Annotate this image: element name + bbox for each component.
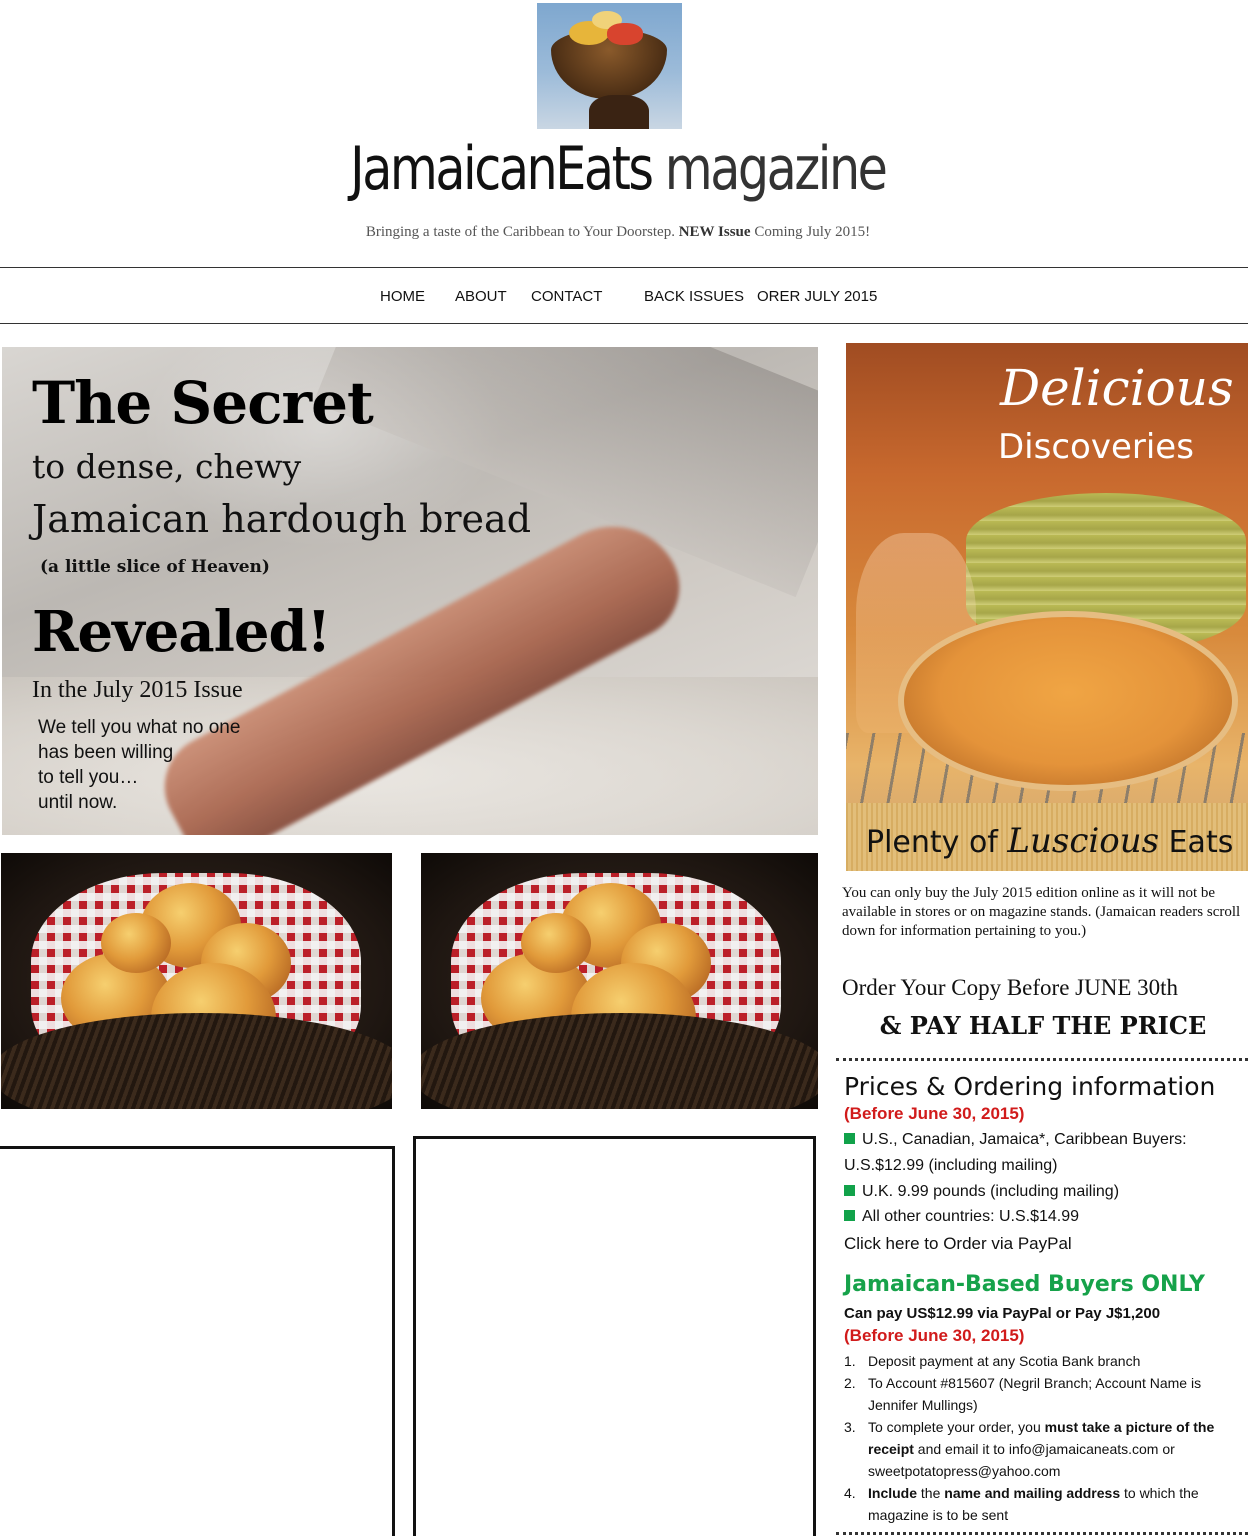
- pay-half-heading: & PAY HALF THE PRICE: [879, 1011, 1207, 1040]
- step-number: 3.: [844, 1419, 856, 1435]
- tagline-bold: NEW Issue: [678, 224, 751, 240]
- step-item: [844, 1482, 1244, 1526]
- nav-top-divider: [0, 267, 1248, 268]
- bottom-dotted-divider: [836, 1532, 1248, 1535]
- tagline: [0, 224, 1236, 241]
- hero-line-3: Jamaican hardough bread: [32, 497, 532, 541]
- dotted-divider: [836, 1058, 1248, 1061]
- site-title-main: JamaicanEats: [350, 134, 652, 204]
- hero-issue-line: In the July 2015 Issue: [32, 677, 243, 703]
- price-item-3-label: All other countries: U.S.$14.99: [862, 1208, 1080, 1225]
- nav-contact[interactable]: CONTACT: [531, 288, 603, 305]
- nav-bottom-divider: [0, 323, 1248, 324]
- step-text: and email it to info@jamaicaneats.com or sweetpotatopress@yahoo.com: [868, 1441, 1175, 1479]
- price-item-2-label: U.K. 9.99 pounds (including mailing): [862, 1183, 1120, 1200]
- step-text-bold: must take a picture of the receipt: [868, 1419, 1215, 1457]
- step-number: 1.: [844, 1353, 856, 1369]
- cover-footer: [866, 821, 1233, 861]
- bullet-square-icon: [844, 1185, 855, 1196]
- nav-back-issues[interactable]: BACK ISSUES: [644, 288, 745, 305]
- step-text: To complete your order, you: [868, 1419, 1045, 1435]
- deadline-note: (Before June 30, 2015): [844, 1104, 1025, 1123]
- site-title-sub: magazine: [664, 134, 886, 204]
- paypal-order-link[interactable]: Click here to Order via PayPal: [844, 1234, 1072, 1253]
- step-item: [844, 1350, 1244, 1372]
- main-nav: [0, 288, 1248, 310]
- empty-panel-right: [413, 1136, 816, 1536]
- price-item-1-label: U.S., Canadian, Jamaica*, Caribbean Buyers:: [862, 1131, 1187, 1148]
- step-text: To Account #815607 (Negril Branch; Account Name is Jennifer Mullings): [868, 1375, 1202, 1413]
- step-text-bold: name and mailing address: [944, 1485, 1121, 1501]
- jamaica-heading: Jamaican-Based Buyers ONLY: [844, 1272, 1205, 1297]
- hero-revealed: Revealed!: [32, 599, 331, 665]
- site-title: [111, 134, 1125, 204]
- bullet-square-icon: [844, 1210, 855, 1221]
- cover-title-script: Delicious: [1000, 359, 1234, 417]
- step-item: [844, 1372, 1244, 1416]
- cover-image: [846, 343, 1248, 871]
- step-item: [844, 1416, 1244, 1482]
- step-number: 2.: [844, 1375, 856, 1391]
- step-number: 4.: [844, 1485, 856, 1501]
- bread-photo-1: [1, 853, 392, 1109]
- price-item-1: [844, 1131, 1187, 1149]
- cover-footer-italic: Luscious: [1007, 821, 1160, 861]
- sidebar-intro: You can only buy the July 2015 edition online as it will not be available in stores or on magazine stands. (Jamaican readers scroll down for information pertaining to you.): [842, 885, 1241, 939]
- price-item-3: [844, 1208, 1079, 1226]
- nav-order-july[interactable]: ORER JULY 2015: [757, 288, 878, 305]
- jamaica-can-pay: Can pay US$12.99 via PayPal or Pay J$1,200: [844, 1305, 1161, 1322]
- hero-line-4: (a little slice of Heaven): [40, 557, 270, 577]
- price-item-1-value: U.S.$12.99 (including mailing): [844, 1157, 1058, 1174]
- bread-photo-2: [421, 853, 818, 1109]
- step-text: the: [917, 1485, 945, 1501]
- tagline-tail: Coming July 2015!: [750, 224, 871, 240]
- step-text: Deposit payment at any Scotia Bank branch: [868, 1353, 1141, 1369]
- hero-headline: The Secret: [32, 369, 373, 437]
- cover-footer-pre: Plenty of: [866, 825, 1008, 860]
- order-before-heading: Order Your Copy Before JUNE 30th: [842, 975, 1179, 1000]
- logo-photo: [537, 3, 682, 129]
- tagline-text: Bringing a taste of the Caribbean to Your Doorstep.: [365, 224, 679, 240]
- jamaica-steps: [844, 1350, 1244, 1526]
- step-text: to which the magazine is to be sent: [868, 1485, 1199, 1523]
- nav-home[interactable]: HOME: [380, 288, 425, 305]
- step-text-bold: Include: [868, 1485, 918, 1501]
- hero-teaser: We tell you what no one has been willing to tell you… until now.: [38, 717, 241, 813]
- jamaica-deadline-note: (Before June 30, 2015): [844, 1326, 1025, 1345]
- cover-footer-post: Eats: [1159, 825, 1234, 860]
- empty-panel-left: [0, 1146, 395, 1536]
- hero-banner: [2, 347, 818, 835]
- prices-heading: Prices & Ordering information: [844, 1072, 1216, 1101]
- price-item-2: [844, 1183, 1119, 1201]
- hero-line-2: to dense, chewy: [32, 447, 302, 486]
- cover-title-sub: Discoveries: [998, 427, 1194, 467]
- nav-about[interactable]: ABOUT: [455, 288, 507, 305]
- bullet-square-icon: [844, 1133, 855, 1144]
